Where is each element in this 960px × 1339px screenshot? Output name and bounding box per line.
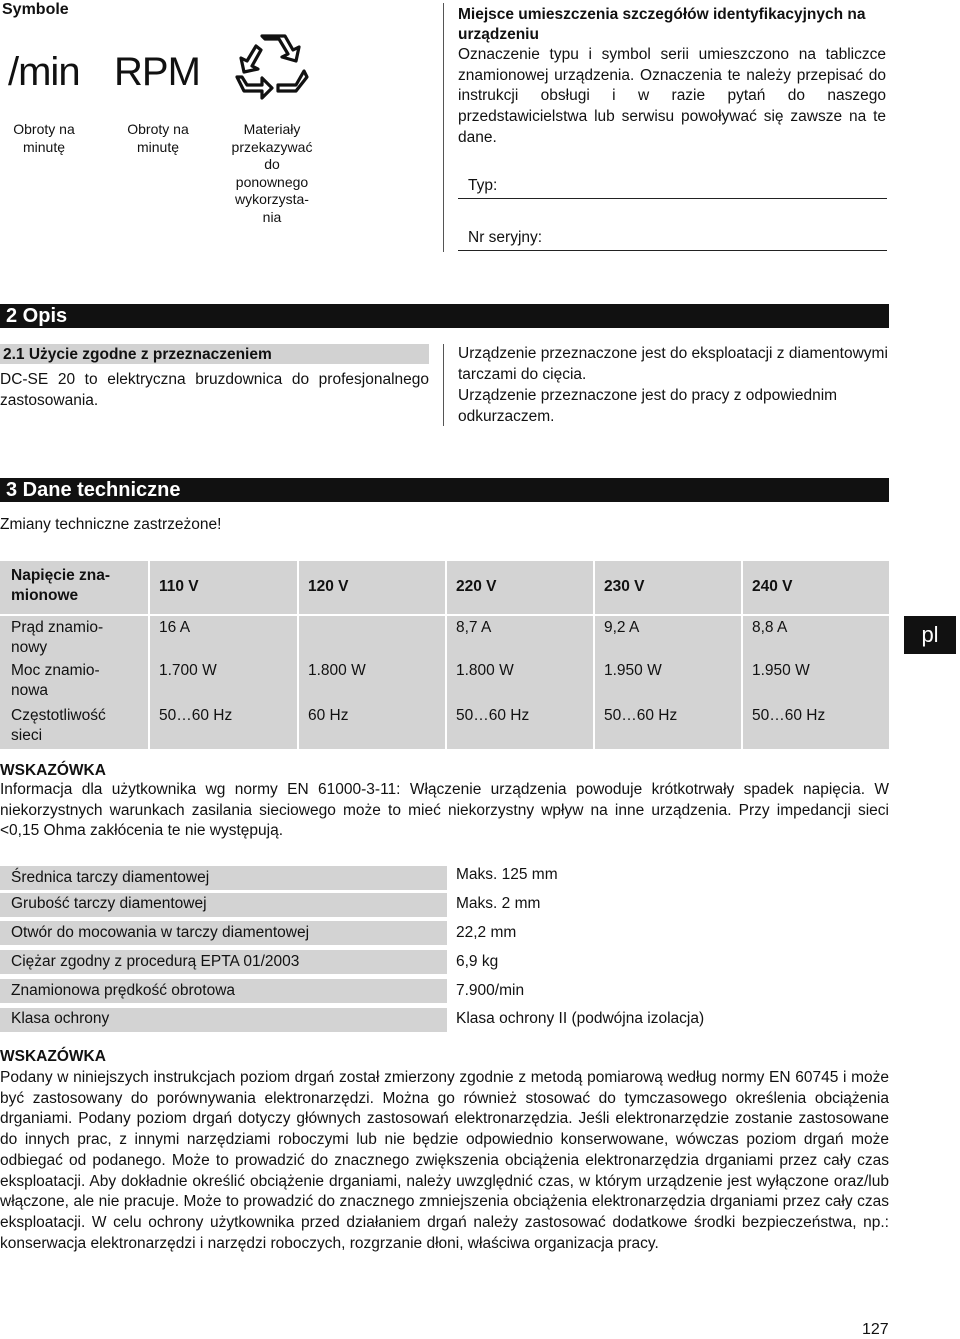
current-230: 9,2 A — [604, 619, 640, 636]
note-1-text: Informacja dla użytkownika wg normy EN 61000-3-11: Włączenie urządzenia powoduje krótkotrwały spadek napięcia. W niekorzystnych warunkach zasilania sieciowego może to mieć niekorzystny wpływ na inne urządzenia. Przy impedancji sieci <0,15 Ohma zakłócenia te nie występują. — [0, 781, 889, 840]
section-2-divider — [443, 344, 444, 426]
section-2-1-title: 2.1 Użycie zgodne z przeznaczeniem — [0, 344, 429, 364]
voltage-230: 230 V — [604, 578, 645, 595]
note-1-title: WSKAZÓWKA — [0, 762, 106, 779]
power-120: 1.800 W — [308, 662, 366, 679]
column-divider — [443, 3, 444, 252]
voltage-120: 120 V — [308, 578, 349, 595]
technical-changes-note: Zmiany techniczne zastrzeżone! — [0, 516, 222, 533]
frequency-120: 60 Hz — [308, 707, 349, 724]
frequency-label: Częstotliwość sieci — [11, 707, 106, 744]
spec-label-weight: Ciężar zgodny z procedurą EPTA 01/2003 — [11, 953, 300, 970]
spec-value-arbor-hole: 22,2 mm — [456, 924, 517, 941]
identification-text: Oznaczenie typu i symbol serii umieszczono na tabliczce znamionowej urządzenia. Oznaczenia te należy przepisać do instrukcji obsługi i w razie pytań do naszego przedstawicielstwa lub serwisu powoływać się zawsze na te dane. — [458, 46, 886, 146]
spec-value-protection-class: Klasa ochrony II (podwójna izolacja) — [456, 1010, 705, 1027]
voltage-table-col-divider-2 — [297, 561, 299, 749]
symbol-caption-rpm: Obroty na minutę — [127, 121, 189, 155]
identification-title: Miejsce umieszczenia szczegółów identyfikacyjnych na urządzeniu — [458, 6, 866, 43]
spec-value-disc-diameter: Maks. 125 mm — [456, 866, 558, 883]
voltage-table-col-divider-4 — [593, 561, 595, 749]
serial-label: Nr seryjny: — [468, 229, 543, 246]
current-220: 8,7 A — [456, 619, 492, 636]
recycle-icon — [232, 33, 312, 107]
voltage-220: 220 V — [456, 578, 497, 595]
spec-value-rated-speed: 7.900/min — [456, 982, 525, 999]
spec-value-disc-thickness: Maks. 2 mm — [456, 895, 541, 912]
section-2-right-text-2: Urządzenie przeznaczone jest do pracy z odpowiednim odkurzaczem. — [458, 387, 838, 425]
spec-label-disc-thickness: Grubość tarczy diamentowej — [11, 895, 207, 912]
frequency-230: 50…60 Hz — [604, 707, 678, 724]
spec-label-disc-diameter: Średnica tarczy diamentowej — [11, 869, 210, 886]
section-2-title: 2 Opis — [0, 304, 889, 328]
symbols-heading: Symbole — [2, 1, 69, 18]
page-number: 127 — [862, 1321, 889, 1338]
symbol-caption-per-min: Obroty na minutę — [13, 121, 75, 155]
current-240: 8,8 A — [752, 619, 788, 636]
power-230: 1.950 W — [604, 662, 662, 679]
type-field-line — [458, 198, 887, 199]
symbol-per-min: /min — [8, 50, 80, 94]
power-110: 1.700 W — [159, 662, 217, 679]
voltage-table-col-divider-5 — [741, 561, 743, 749]
voltage-240: 240 V — [752, 578, 793, 595]
serial-field-line — [458, 250, 887, 251]
note-2-text: Podany w niniejszych instrukcjach poziom drgań został zmierzony zgodnie z metodą pomiarową według normy EN 60745 i może być zastosowany do porównywania elektronarzędzi. Można go również stosować do tymczasowego określenia obciążenia drganiami. Podany poziom drgań dotyczy głównych zastosowań elektronarzędzia. Jeśli elektronarzędzie zostanie zastosowane do innych prac, z innymi narzędziami roboczymi lub nie będzie odpowiednio konserwowane, wówczas poziom drgań może odbiegać od podanego. Może to prowadzić do znacznego zwiększenia obciążenia elektronarzędzia drganiami przez cały czas eksploatacji. Aby dokładnie określić obciążenie drganiami, należy uwzględnić czas, w którym urządzenie jest wyłączone oraz/lub włączone, ale nie pracuje. Może to prowadzić do znacznego zmniejszenia obciążenia elektronarzędzia drganiami przez cały czas eksploatacji. W celu ochrony użytkownika przed działaniem drgań należy zastosować dodatkowe środki bezpieczeństwa, np.: konserwacja elektronarzędzi i narzędzi roboczych, rozgrzanie dłoni, właściwa organizacja pracy. — [0, 1069, 889, 1252]
power-240: 1.950 W — [752, 662, 810, 679]
voltage-110: 110 V — [159, 578, 199, 595]
current-110: 16 A — [159, 619, 191, 636]
frequency-110: 50…60 Hz — [159, 707, 233, 724]
current-label: Prąd znamio- nowy — [11, 619, 104, 656]
voltage-header-label: Napięcie zna- mionowe — [11, 567, 111, 604]
spec-value-weight: 6,9 kg — [456, 953, 499, 970]
language-tab: pl — [904, 616, 956, 654]
frequency-220: 50…60 Hz — [456, 707, 530, 724]
note-2-title: WSKAZÓWKA — [0, 1048, 106, 1065]
symbol-rpm: RPM — [114, 50, 200, 94]
section-2-right-text-1: Urządzenie przeznaczone jest do eksploatacji z diamentowymi tarczami do cięcia. — [458, 345, 888, 383]
voltage-table-col-divider-1 — [148, 561, 150, 749]
spec-label-arbor-hole: Otwór do mocowania w tarczy diamentowej — [11, 924, 310, 941]
symbol-caption-recycle: Materiały przekazywać do ponownego wykorzysta- nia — [231, 121, 313, 225]
frequency-240: 50…60 Hz — [752, 707, 826, 724]
spec-label-protection-class: Klasa ochrony — [11, 1010, 110, 1027]
power-220: 1.800 W — [456, 662, 514, 679]
spec-label-rated-speed: Znamionowa prędkość obrotowa — [11, 982, 236, 999]
section-2-left-text: DC-SE 20 to elektryczna bruzdownica do profesjonalnego zastosowania. — [0, 371, 429, 409]
type-label: Typ: — [468, 177, 498, 194]
section-3-title: 3 Dane techniczne — [0, 478, 889, 502]
voltage-table-col-divider-3 — [445, 561, 447, 749]
power-label: Moc znamio- nowa — [11, 662, 100, 699]
